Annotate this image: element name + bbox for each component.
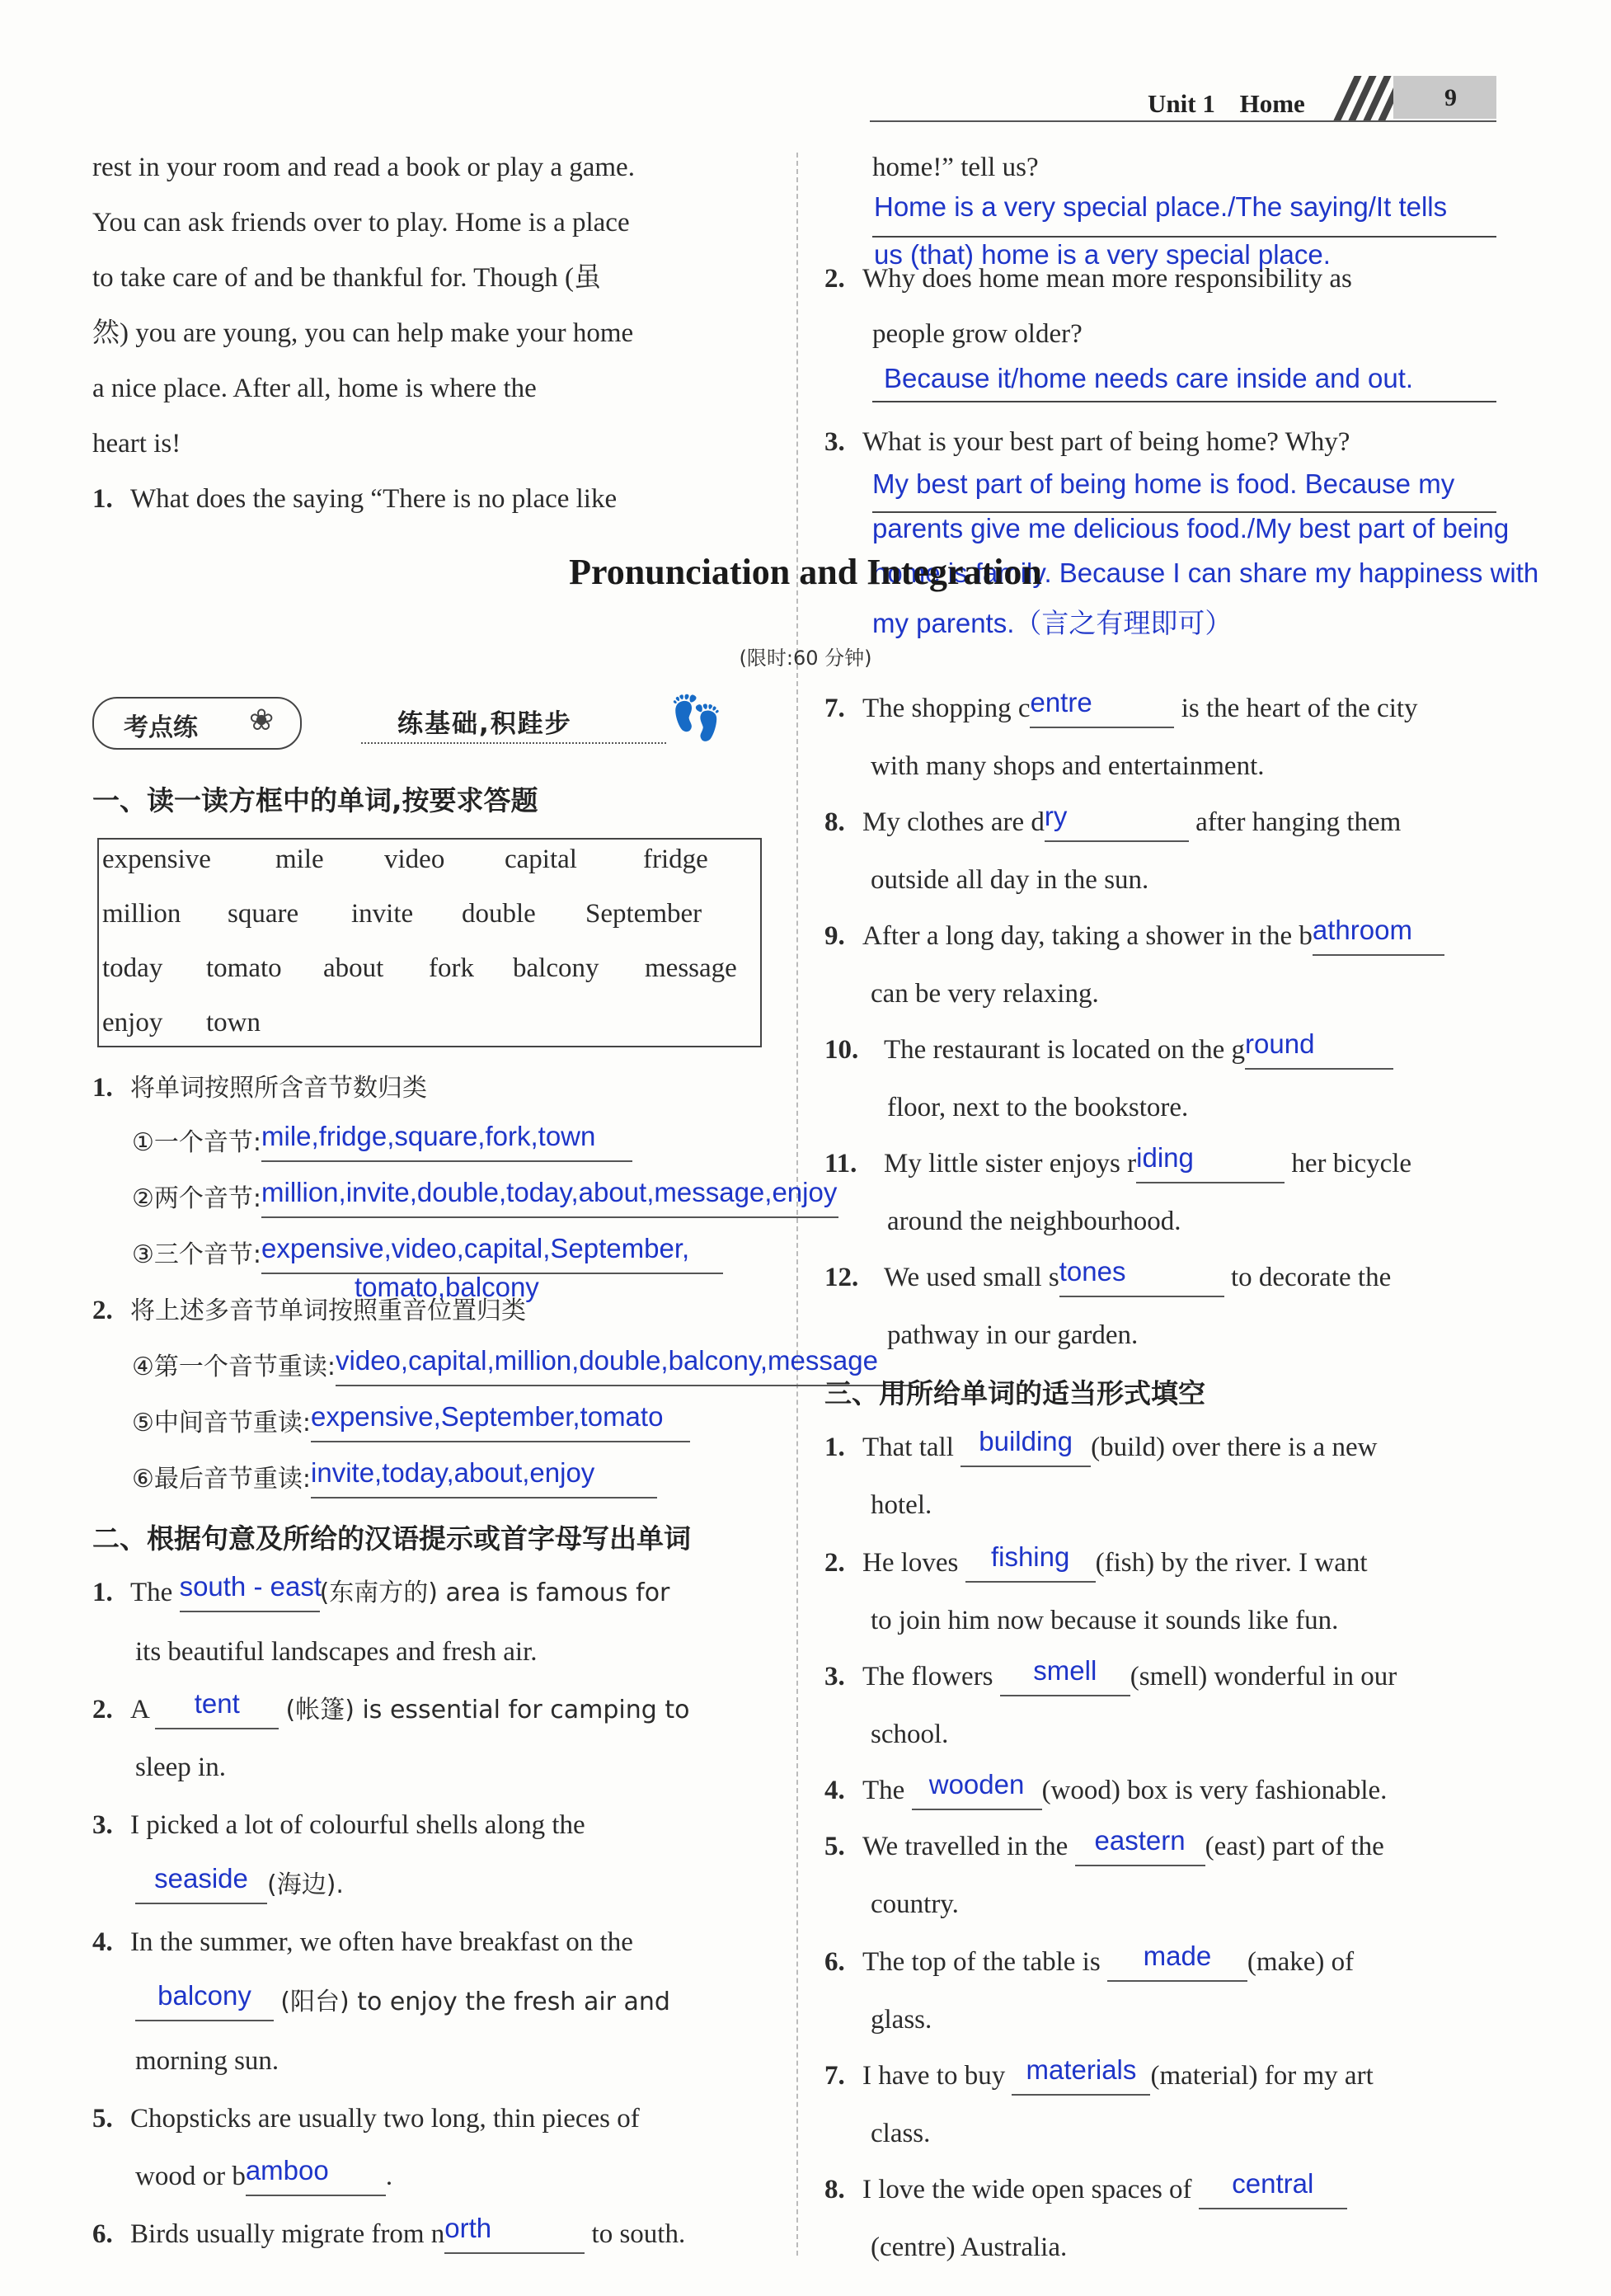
word: fridge xyxy=(643,845,708,874)
time-limit: (限时:60 分钟) xyxy=(739,647,872,670)
word: million xyxy=(102,899,181,929)
header-rule xyxy=(870,120,1496,122)
passage-line: to take care of and be thankful for. Though (虽 xyxy=(92,263,602,293)
slogan-underline xyxy=(361,742,666,744)
reading-question-1: 1. What does the saying “There is no place like xyxy=(92,484,618,514)
answer-text: Home is a very special place./The saying/It tells xyxy=(874,191,1448,222)
passage-line: heart is! xyxy=(92,429,181,459)
part-2-item-11-line-2: around the neighbourhood. xyxy=(887,1207,1181,1236)
part-3-heading: 三、用所给单词的适当形式填空 xyxy=(824,1377,1205,1409)
word: about xyxy=(323,953,384,983)
part-3-item-6: 6. The top of the table is made (make) of xyxy=(824,1935,1354,1990)
reading-question-3: 3. What is your best part of being home? Why? xyxy=(824,427,1350,457)
part-3-item-6-line-2: glass. xyxy=(871,2005,932,2035)
part-2-item-9: 9. After a long day, taking a shower in the bathroom xyxy=(824,909,1444,964)
answer-text: My best part of being home is food. Because my xyxy=(872,468,1455,499)
part-2-item-8-line-2: outside all day in the sun. xyxy=(871,865,1149,895)
passage-line: rest in your room and read a book or play a game. xyxy=(92,153,635,182)
question-1-continued: home!” tell us? xyxy=(872,153,1039,182)
part-2-item-5: 5. Chopsticks are usually two long, thin pieces of xyxy=(92,2104,640,2134)
syllable-item-3: ③三个音节:expensive,video,capital,September, xyxy=(132,1227,723,1282)
unit-title: Home xyxy=(1239,89,1305,118)
part-1-question-1: 1. 将单词按照所含音节数归类 xyxy=(92,1073,427,1103)
part-3-item-4: 4. The wooden (wood) box is very fashionable. xyxy=(824,1763,1387,1818)
page-number-badge xyxy=(1393,76,1496,119)
part-1-question-2: 2. 将上述多音节单词按照重音位置归类 xyxy=(92,1296,526,1325)
footprints-icon: 👣 xyxy=(669,694,723,743)
part-2-item-4-line-3: morning sun. xyxy=(135,2046,279,2076)
word: balcony xyxy=(513,953,599,983)
word: enjoy xyxy=(102,1008,163,1037)
part-1-heading: 一、读一读方框中的单词,按要求答题 xyxy=(92,784,538,816)
syllable-item-1: ①一个音节:mile,fridge,square,fork,town xyxy=(132,1115,632,1170)
part-2-item-4: 4. In the summer, we often have breakfast on the xyxy=(92,1927,633,1957)
part-3-item-1: 1. That tall building (build) over there is a new xyxy=(824,1420,1377,1475)
syllable-item-2: ②两个音节:million,invite,double,today,about,message,enjoy xyxy=(132,1171,838,1226)
word: expensive xyxy=(102,845,211,874)
part-2-item-3-line-2: seaside (海边). xyxy=(135,1857,344,1913)
part-2-item-10-line-2: floor, next to the bookstore. xyxy=(887,1093,1189,1122)
part-2-item-1-line-2: its beautiful landscapes and fresh air. xyxy=(135,1637,538,1667)
part-2-item-8: 8. My clothes are dry after hanging them xyxy=(824,795,1401,850)
word: invite xyxy=(351,899,414,929)
part-2-item-9-line-2: can be very relaxing. xyxy=(871,979,1099,1009)
word: today xyxy=(102,953,163,983)
answer-text: us (that) home is a very special place. xyxy=(874,239,1331,270)
word: tomato xyxy=(206,953,282,983)
part-2-item-3: 3. I picked a lot of colourful shells along the xyxy=(92,1810,585,1840)
word: video xyxy=(384,845,445,874)
question-text: people grow older? xyxy=(872,319,1083,349)
answer-text: parents give me delicious food./My best part of being xyxy=(872,513,1510,543)
passage-line: 然) you are young, you can help make your home xyxy=(92,318,634,348)
part-3-item-3-line-2: school. xyxy=(871,1720,949,1749)
part-2-item-10: 10. The restaurant is located on the ground xyxy=(824,1023,1393,1078)
answer-text: my parents.（言之有理即可） xyxy=(872,608,1233,638)
part-2-item-6: 6. Birds usually migrate from north to south. xyxy=(92,2207,685,2262)
word: double xyxy=(462,899,536,929)
section-title: Pronunciation and Integration xyxy=(569,552,1042,592)
part-2-item-4-line-2: balcony (阳台) to enjoy the fresh air and xyxy=(135,1974,670,2030)
part-3-item-2: 2. He loves fishing (fish) by the river. I want xyxy=(824,1536,1368,1591)
badge-slogan: 练基础,积跬步 xyxy=(397,709,572,739)
word: town xyxy=(206,1008,261,1037)
word: September xyxy=(585,899,702,929)
word: fork xyxy=(429,953,474,983)
stress-item-5: ⑤中间音节重读:expensive,September,tomato xyxy=(132,1395,690,1451)
part-3-item-7-line-2: class. xyxy=(871,2119,931,2148)
badge-label: 考点练 xyxy=(124,713,198,742)
part-2-heading: 二、根据句意及所给的汉语提示或首字母写出单词 xyxy=(92,1522,691,1555)
part-2-item-7: 7. The shopping centre is the heart of the city xyxy=(824,681,1418,736)
word: message xyxy=(645,953,737,983)
part-3-item-5-line-2: country. xyxy=(871,1889,959,1919)
part-2-item-11: 11. My little sister enjoys riding her bicycle xyxy=(824,1136,1411,1192)
passage-line: You can ask friends over to play. Home is a place xyxy=(92,208,630,238)
flower-icon: ❀ xyxy=(249,703,275,737)
part-3-item-2-line-2: to join him now because it sounds like fun. xyxy=(871,1606,1339,1635)
word: capital xyxy=(505,845,577,874)
part-3-item-8: 8. I love the wide open spaces of central xyxy=(824,2162,1347,2218)
reading-question-2: 2. Why does home mean more responsibility as xyxy=(824,264,1352,294)
part-2-item-12-line-2: pathway in our garden. xyxy=(887,1320,1139,1350)
word: square xyxy=(228,899,299,929)
practice-badge xyxy=(92,697,302,750)
unit-label: Unit 1 xyxy=(1148,89,1215,118)
running-header xyxy=(1148,89,1323,119)
part-3-item-1-line-2: hotel. xyxy=(871,1490,932,1520)
part-2-item-5-line-2: wood or bamboo . xyxy=(135,2149,392,2204)
part-3-item-7: 7. I have to buy materials (material) for my art xyxy=(824,2049,1374,2104)
part-2-item-2-line-2: sleep in. xyxy=(135,1753,226,1782)
part-3-item-5: 5. We travelled in the eastern (east) part of the xyxy=(824,1819,1384,1875)
part-2-item-7-line-2: with many shops and entertainment. xyxy=(871,751,1265,781)
part-2-item-2: 2. A tent (帐篷) is essential for camping to xyxy=(92,1682,689,1738)
page-number: 9 xyxy=(1444,84,1457,111)
stress-item-4: ④第一个音节重读:video,capital,million,double,balcony,message xyxy=(132,1339,913,1395)
word: mile xyxy=(275,845,324,874)
word-box xyxy=(97,838,762,1047)
part-3-item-3: 3. The flowers smell (smell) wonderful in our xyxy=(824,1649,1397,1705)
passage-line: a nice place. After all, home is where the xyxy=(92,374,537,403)
part-2-item-12: 12. We used small stones to decorate the xyxy=(824,1250,1391,1306)
part-2-item-1: 1. The south - east(东南方的) area is famous for xyxy=(92,1565,669,1621)
stress-item-6: ⑥最后音节重读:invite,today,about,enjoy xyxy=(132,1451,657,1507)
answer-text: home is family. Because I can share my happiness with xyxy=(872,558,1539,588)
answer-text: tomato,balcony xyxy=(355,1272,539,1302)
answer-line xyxy=(872,401,1496,402)
answer-text: Because it/home needs care inside and out. xyxy=(884,363,1414,393)
answer-line xyxy=(872,236,1496,238)
part-3-item-8-line-2: (centre) Australia. xyxy=(871,2232,1068,2262)
